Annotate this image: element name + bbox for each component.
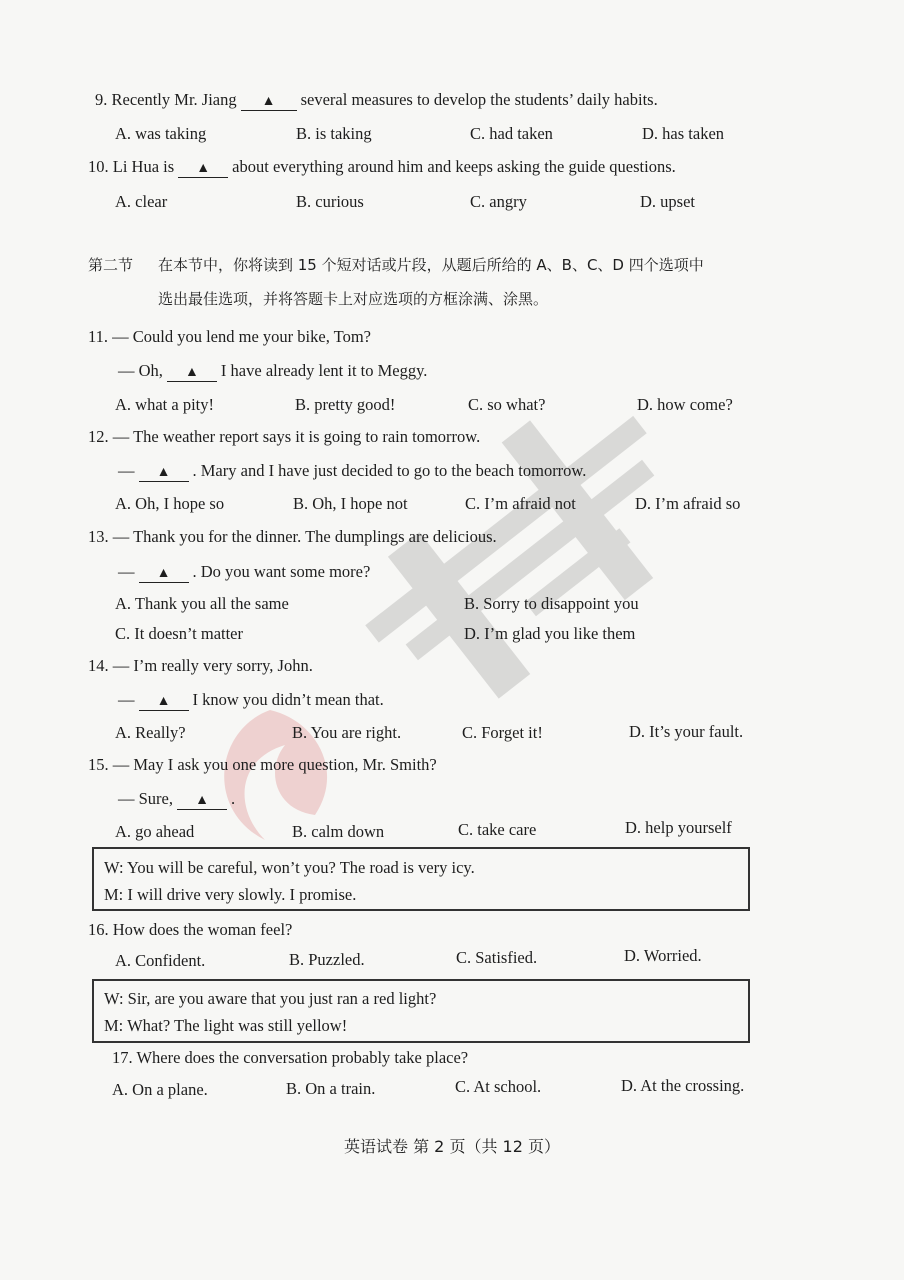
dialog-line-woman: W: You will be careful, won’t you? The road is very icy. (104, 858, 475, 877)
option-b: B. Sorry to disappoint you (464, 594, 639, 613)
option-c: C. angry (470, 192, 527, 211)
answer-blank: ▲ (139, 465, 189, 482)
option-d: D. upset (640, 192, 695, 211)
option-b: B. pretty good! (295, 395, 396, 414)
option-d: D. It’s your fault. (629, 722, 744, 741)
option-c: C. Satisfied. (456, 948, 538, 967)
question-13-reply: — ▲ . Do you want some more? (118, 562, 371, 581)
option-a: A. go ahead (115, 822, 195, 841)
answer-blank: ▲ (167, 365, 217, 382)
question-14: 14. — I’m really very sorry, John. (88, 656, 313, 675)
option-c: C. so what? (468, 395, 546, 414)
section-2-instructions-line2: 选出最佳选项，并将答题卡上对应选项的方框涂满、涂黑。 (158, 290, 549, 308)
option-a: A. On a plane. (112, 1080, 208, 1099)
page-footer: 英语试卷 第 2 页（共 12 页） (344, 1137, 560, 1156)
option-d: D. At the crossing. (621, 1076, 745, 1095)
dialog-line-man: M: What? The light was still yellow! (104, 1016, 348, 1035)
option-a: A. Oh, I hope so (115, 494, 225, 513)
question-12-reply: — ▲ . Mary and I have just decided to go to the beach tomorrow. (118, 461, 587, 480)
question-11: 11. — Could you lend me your bike, Tom? (88, 327, 371, 346)
dialog-line-woman: W: Sir, are you aware that you just ran a red light? (104, 989, 437, 1008)
section-2-label: 第二节 (88, 256, 134, 274)
question-17: 17. Where does the conversation probably take place? (112, 1048, 469, 1067)
option-b: B. You are right. (292, 723, 402, 742)
option-a: A. Really? (115, 723, 186, 742)
question-11-reply: — Oh, ▲ I have already lent it to Meggy. (118, 361, 428, 380)
option-d: D. how come? (637, 395, 733, 414)
question-14-reply: — ▲ I know you didn’t mean that. (118, 690, 384, 709)
option-b: B. Oh, I hope not (293, 494, 408, 513)
question-9: 9. Recently Mr. Jiang ▲ several measures to develop the students’ daily habits. (95, 90, 658, 109)
answer-blank: ▲ (178, 161, 228, 178)
option-a: A. what a pity! (115, 395, 214, 414)
option-b: B. calm down (292, 822, 385, 841)
option-a: A. clear (115, 192, 168, 211)
option-c: C. Forget it! (462, 723, 543, 742)
option-c: C. take care (458, 820, 537, 839)
question-10: 10. Li Hua is ▲ about everything around him and keeps asking the guide questions. (88, 157, 676, 176)
option-b: B. On a train. (286, 1079, 376, 1098)
option-c: C. At school. (455, 1077, 542, 1096)
question-13: 13. — Thank you for the dinner. The dumplings are delicious. (88, 527, 497, 546)
option-b: B. is taking (296, 124, 372, 143)
option-d: D. Worried. (624, 946, 702, 965)
option-d: D. has taken (642, 124, 725, 143)
question-15: 15. — May I ask you one more question, Mr. Smith? (88, 755, 437, 774)
question-15-reply: — Sure, ▲ . (118, 789, 236, 808)
dialog-box-2 (92, 979, 750, 1043)
answer-blank: ▲ (139, 566, 189, 583)
option-d: D. I’m afraid so (635, 494, 741, 513)
answer-blank: ▲ (139, 694, 189, 711)
option-a: A. Thank you all the same (115, 594, 289, 613)
option-c: C. had taken (470, 124, 553, 143)
answer-blank: ▲ (177, 793, 227, 810)
option-c: C. I’m afraid not (465, 494, 576, 513)
answer-blank: ▲ (241, 94, 297, 111)
option-b: B. curious (296, 192, 364, 211)
section-2-instructions-line1: 在本节中，你将读到 15 个短对话或片段，从题后所给的 A、B、C、D 四个选项中 (158, 256, 704, 274)
option-c: C. It doesn’t matter (115, 624, 244, 643)
option-d: D. I’m glad you like them (464, 624, 636, 643)
dialog-line-man: M: I will drive very slowly. I promise. (104, 885, 357, 904)
option-b: B. Puzzled. (289, 950, 365, 969)
option-a: A. was taking (115, 124, 207, 143)
option-d: D. help yourself (625, 818, 732, 837)
question-16: 16. How does the woman feel? (88, 920, 293, 939)
question-12: 12. — The weather report says it is going to rain tomorrow. (88, 427, 481, 446)
option-a: A. Confident. (115, 951, 206, 970)
dialog-box-1 (92, 847, 750, 911)
